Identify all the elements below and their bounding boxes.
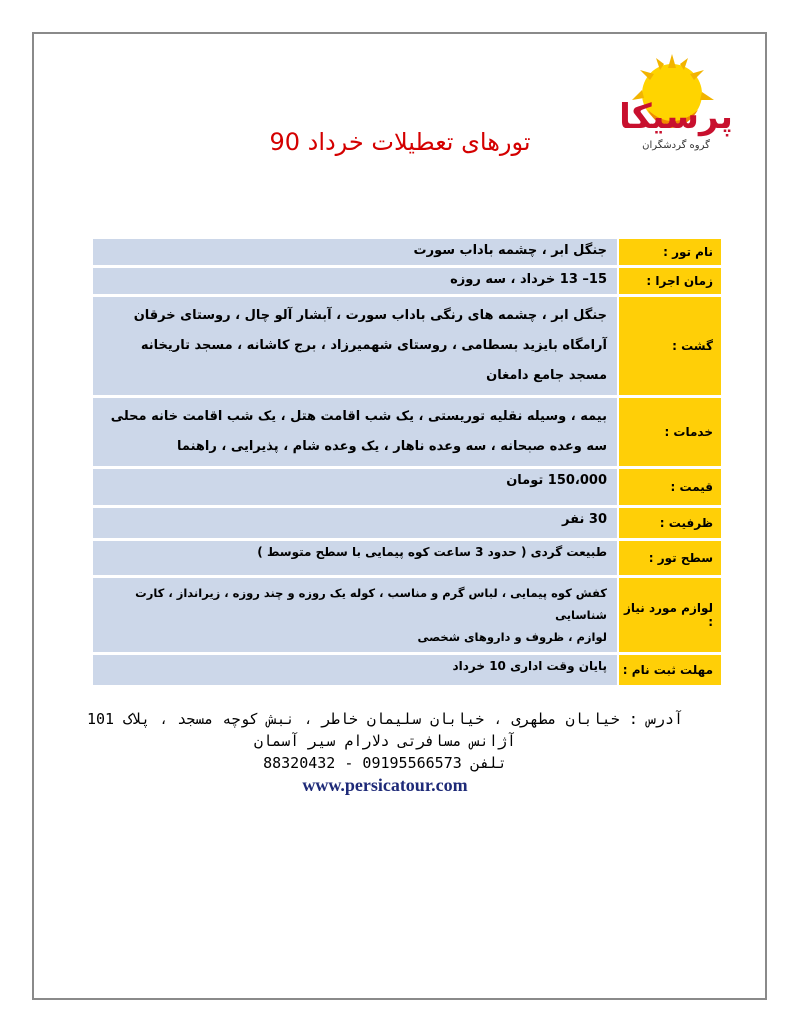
table-row — [93, 268, 721, 294]
services-line: سه وعده صبحانه ، سه وعده ناهار ، یک وعده شام ، پذیرایی ، راهنما — [176, 439, 607, 454]
address-text: آدرس : خیابان مطهری ، خیابان سلیمان خاطر ، نبش کوچه مسجد ، پلاک 101 — [86, 710, 684, 728]
equipment-line: لوازم ، ظروف و داروهای شخصی — [417, 630, 607, 644]
deadline-value: پایان وقت اداری 10 خرداد — [93, 655, 617, 685]
equipment-line: کفش کوه پیمایی ، لباس گرم و مناسب ، کوله یک روزه و چند روزه ، زیرانداز ، کارت شناسایی — [135, 586, 607, 622]
row-label: زمان اجرا : — [617, 268, 721, 294]
sights-line: مسجد جامع دامغان — [486, 368, 607, 383]
phone-text: تلفن 09195566573 - 88320432 — [263, 754, 507, 772]
row-label: خدمات : — [617, 398, 721, 466]
table-row — [93, 508, 721, 538]
tour-name-value: جنگل ابر ، چشمه باداب سورت — [93, 239, 617, 265]
capacity-value: 30 نفر — [93, 508, 617, 538]
services-value — [93, 398, 617, 466]
tour-sights-value — [93, 297, 617, 395]
services-line: بیمه ، وسیله نقلیه توریستی ، یک شب اقامت هتل ، یک شب اقامت خانه محلی — [110, 409, 607, 424]
tour-details-table — [93, 236, 721, 688]
table-row — [93, 541, 721, 575]
table-row — [93, 578, 721, 652]
row-label: نام تور : — [617, 239, 721, 265]
persica-logo — [618, 50, 733, 168]
logo-brand-text: پرسیکا — [619, 97, 733, 137]
table-row — [93, 239, 721, 265]
row-label: گشت : — [617, 297, 721, 395]
row-label: قیمت : — [617, 469, 721, 505]
contact-footer — [40, 708, 730, 796]
table-row — [93, 655, 721, 685]
logo-tagline-text: گروه گردشگران — [642, 140, 710, 151]
row-label: مهلت ثبت نام : — [617, 655, 721, 685]
agency-text: آژانس مسافرتی دلارام سیر آسمان — [254, 732, 516, 750]
website-link[interactable]: www.persicatour.com — [302, 775, 468, 795]
tour-level-value: طبیعت گردی ( حدود 3 ساعت کوه پیمایی با سطح متوسط ) — [93, 541, 617, 575]
run-time-text: 15– 13 خرداد ، سه روزه — [450, 272, 607, 287]
sights-line: آرامگاه بایزید بسطامی ، روستای شهمیرزاد ، برج کاشانه ، مسجد تاریخانه — [140, 338, 607, 353]
run-time-value — [93, 268, 617, 294]
row-label: ظرفیت : — [617, 508, 721, 538]
row-label: لوازم مورد نیاز : — [617, 578, 721, 652]
row-label: سطح تور : — [617, 541, 721, 575]
table-row — [93, 469, 721, 505]
price-value: 150،000 تومان — [93, 469, 617, 505]
equipment-value — [93, 578, 617, 652]
page-title: تورهای تعطیلات خرداد 90 — [269, 128, 531, 156]
table-row — [93, 398, 721, 466]
table-row — [93, 297, 721, 395]
sights-line: جنگل ابر ، چشمه های رنگی باداب سورت ، آبشار آلو چال ، روستای خرقان — [133, 308, 607, 323]
